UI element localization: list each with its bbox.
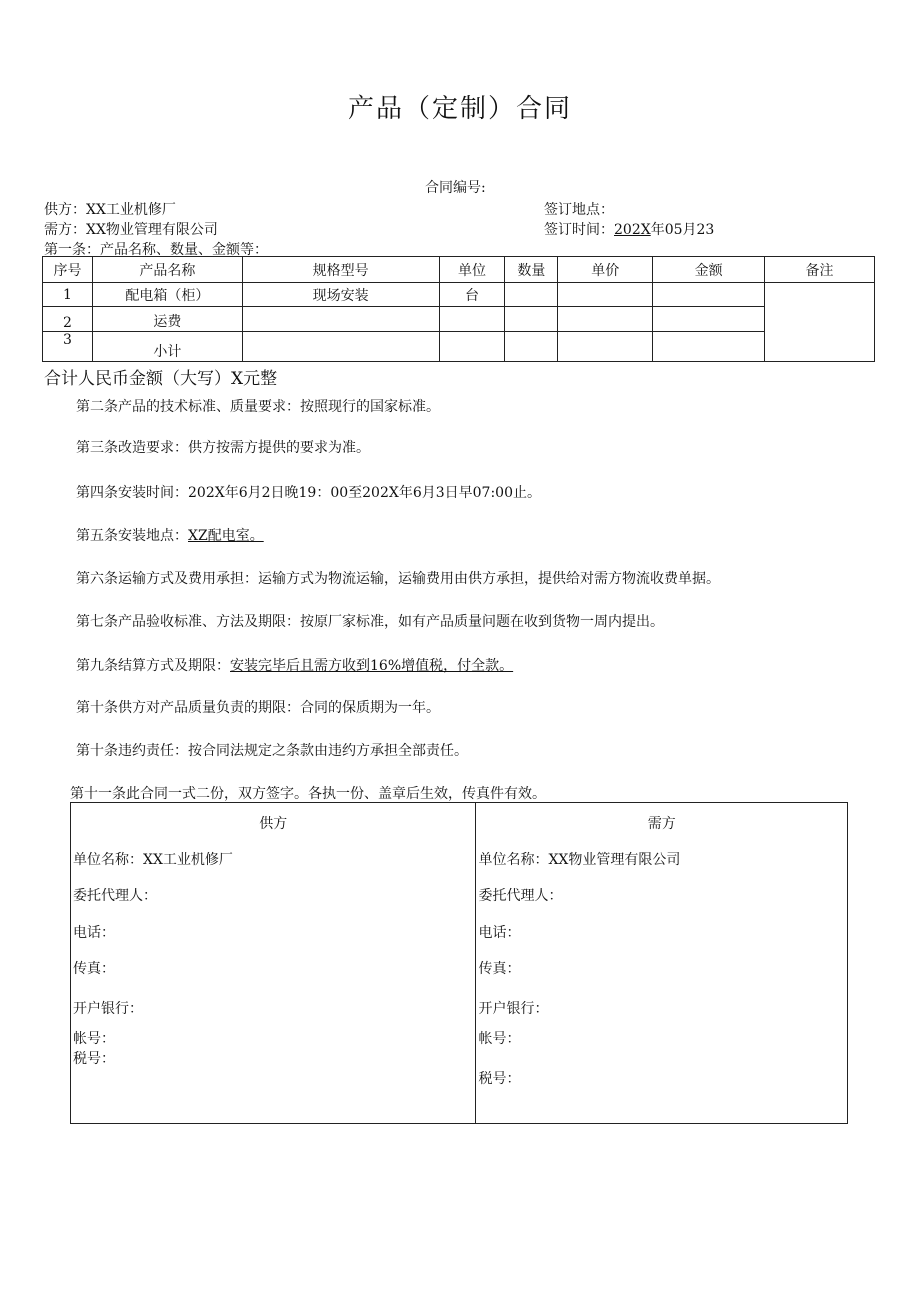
total-amount-line: 合计人民币金额（大写）X元整	[44, 369, 278, 389]
row-spec	[242, 307, 439, 332]
table-row	[43, 283, 875, 307]
supplier-signature-block	[71, 803, 476, 1124]
buyer-bank-label: 开户银行：	[478, 1001, 549, 1017]
row-product: 小计	[92, 332, 242, 362]
sign-time-label: 签订时间：	[544, 222, 614, 238]
row-index: 1	[43, 283, 93, 307]
buyer-phone-label: 电话：	[478, 925, 521, 941]
table-row	[43, 307, 875, 332]
col-header-spec: 规格型号	[242, 257, 439, 283]
contract-number-label: 合同编号:	[425, 180, 486, 196]
article-7: 第七条产品验收标准、方法及期限：按原厂家标准，如有产品质量问题在收到货物一周内提出。	[76, 614, 664, 630]
supplier-tax-label: 税号：	[73, 1051, 115, 1067]
table-header-row	[43, 257, 875, 283]
article-2: 第二条产品的技术标准、质量要求：按照现行的国家标准。	[76, 399, 440, 415]
article-5-value: XZ配电室。	[188, 528, 264, 544]
article-10-liability: 第十条违约责任：按合同法规定之条款由违约方承担全部责任。	[76, 743, 468, 759]
article-4: 第四条安装时间：202X年6月2日晚19：00至202X年6月3日早07:00止。	[76, 485, 541, 501]
row-amount	[653, 307, 765, 332]
supplier-unit-name: 单位名称：XX工业机修厂	[73, 852, 233, 868]
article-9-value: 安装完毕后且需方收到16%增值税，付全款。	[230, 658, 514, 674]
col-header-index: 序号	[43, 257, 93, 283]
article-5	[76, 525, 264, 545]
row-remark	[765, 283, 875, 362]
supplier-bank-label: 开户银行：	[73, 1001, 143, 1017]
col-header-qty: 数量	[505, 257, 558, 283]
sign-time-year: 202X	[614, 222, 651, 238]
sign-time-date: 年05月23	[650, 222, 715, 238]
supplier-line: 供方：XX工业机修厂	[44, 202, 176, 218]
buyer-account-label: 帐号：	[478, 1031, 521, 1047]
row-unit	[439, 307, 505, 332]
row-spec	[242, 332, 439, 362]
buyer-heading: 需方	[647, 816, 676, 832]
supplier-account-label: 帐号：	[73, 1031, 115, 1047]
row-price	[558, 283, 653, 307]
row-price	[558, 332, 653, 362]
article-9-label: 第九条结算方式及期限：	[76, 658, 230, 674]
supplier-heading: 供方	[259, 816, 288, 832]
row-qty	[505, 332, 558, 362]
signature-table	[70, 802, 848, 1124]
col-header-product: 产品名称	[92, 257, 242, 283]
row-amount	[653, 283, 765, 307]
product-table	[42, 256, 875, 362]
sign-place-label: 签订地点：	[544, 202, 614, 218]
buyer-agent-label: 委托代理人：	[478, 888, 563, 904]
table-row	[43, 332, 875, 362]
row-product: 配电箱（柜）	[92, 283, 242, 307]
row-qty	[505, 307, 558, 332]
col-header-remark: 备注	[765, 257, 875, 283]
buyer-signature-block	[476, 803, 848, 1124]
row-qty	[505, 283, 558, 307]
row-amount	[653, 332, 765, 362]
row-unit: 台	[439, 283, 505, 307]
row-unit	[439, 332, 505, 362]
article-10-quality: 第十条供方对产品质量负责的期限：合同的保质期为一年。	[76, 700, 440, 716]
document-title: 产品（定制）合同	[347, 94, 572, 124]
sign-time	[544, 219, 714, 239]
supplier-agent-label: 委托代理人：	[73, 888, 157, 904]
row-spec: 现场安装	[242, 283, 439, 307]
buyer-line: 需方：XX物业管理有限公司	[44, 222, 218, 238]
buyer-unit-name: 单位名称：XX物业管理有限公司	[478, 852, 681, 868]
supplier-fax-label: 传真：	[73, 961, 115, 977]
row-index: 2	[43, 307, 93, 332]
article-9	[76, 655, 513, 675]
col-header-amount: 金额	[653, 257, 765, 283]
article-11: 第十一条此合同一式二份，双方签字。各执一份、盖章后生效，传真件有效。	[70, 786, 546, 802]
supplier-phone-label: 电话：	[73, 925, 115, 941]
col-header-unit: 单位	[439, 257, 505, 283]
buyer-tax-label: 税号：	[478, 1071, 521, 1087]
row-product: 运费	[92, 307, 242, 332]
article-1-heading: 第一条：产品名称、数量、金额等：	[44, 242, 268, 258]
row-index: 3	[43, 332, 93, 362]
article-3: 第三条改造要求：供方按需方提供的要求为准。	[76, 440, 370, 456]
buyer-fax-label: 传真：	[478, 961, 521, 977]
article-5-label: 第五条安装地点：	[76, 528, 188, 544]
row-price	[558, 307, 653, 332]
col-header-price: 单价	[558, 257, 653, 283]
article-6: 第六条运输方式及费用承担：运输方式为物流运输，运输费用由供方承担，提供给对需方物流收费单据。	[76, 571, 720, 587]
